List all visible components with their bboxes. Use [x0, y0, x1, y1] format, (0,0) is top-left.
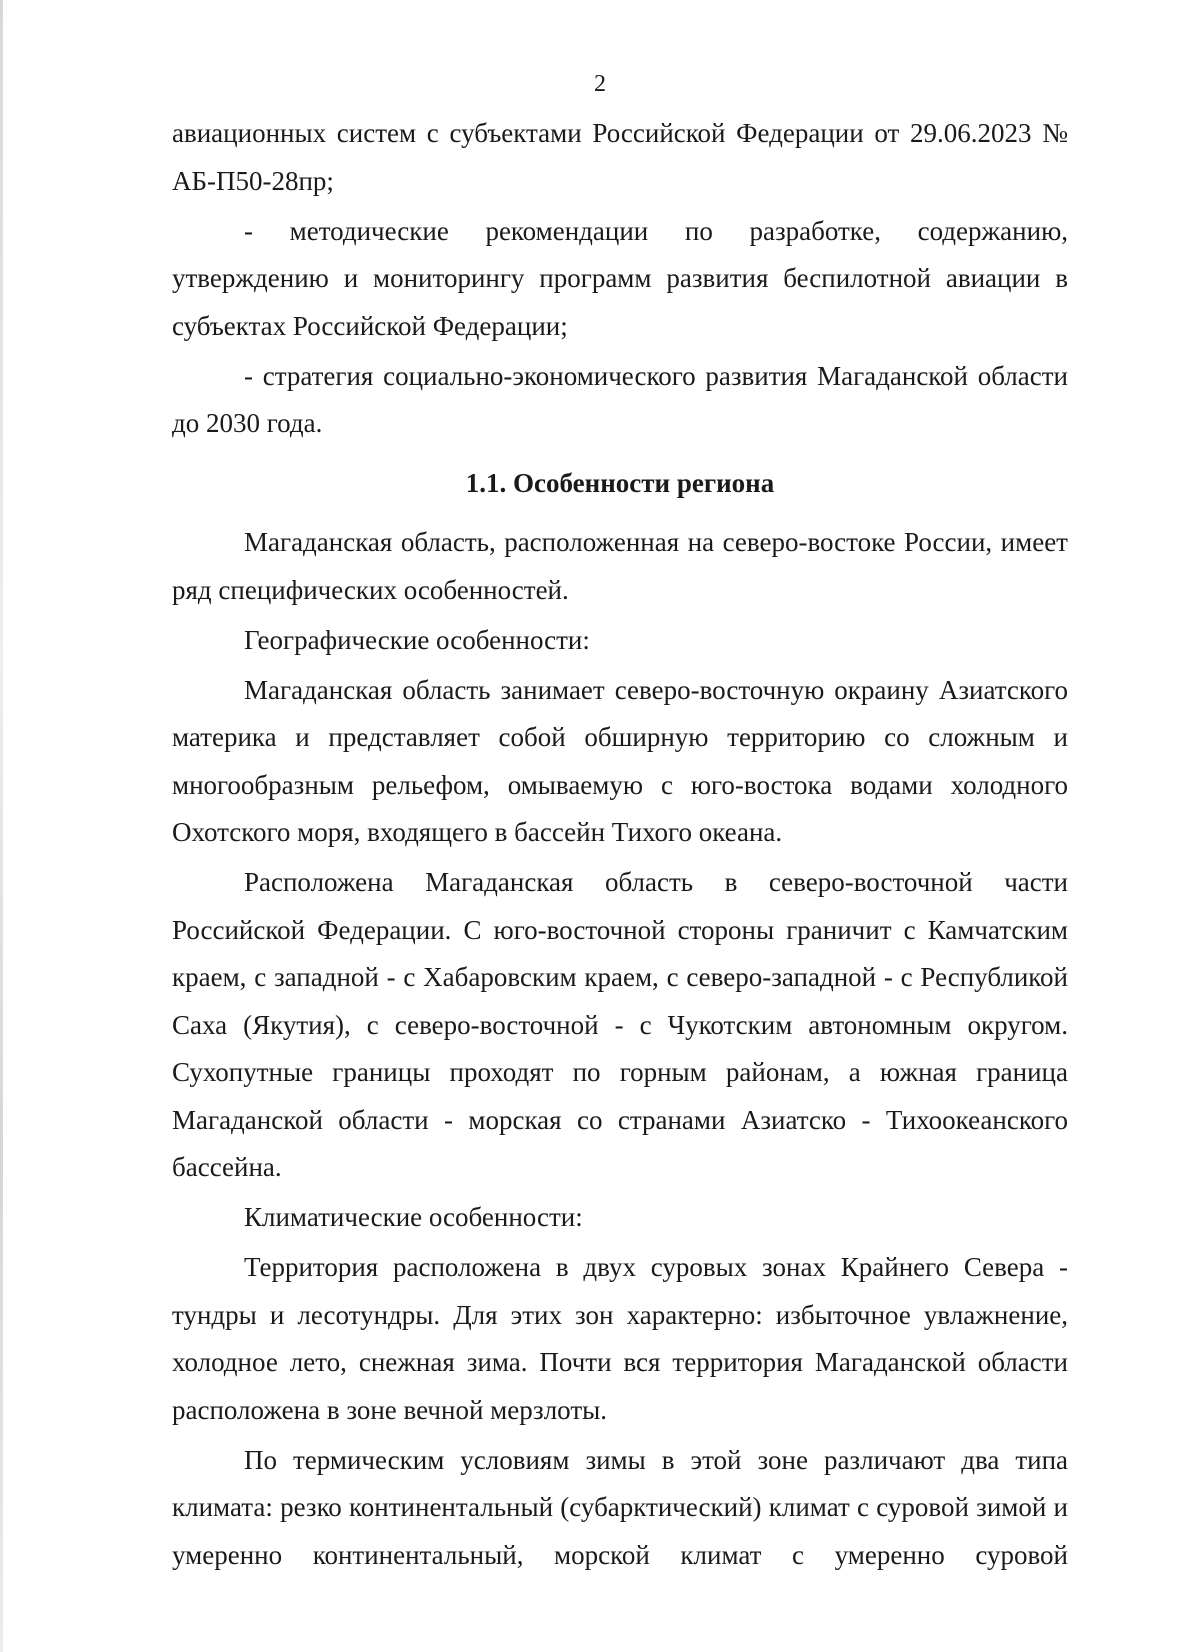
paragraph-borders: Расположена Магаданская область в северо-восточной части Российской Федерации. С юго-восточной стороны граничит с Камчатским краем, с западной - с Хабаровским краем, с северо-западной - с Республикой Саха (Якутия), с северо-восточной - с Чукотским автономным округом. Сухопутные границы проходят по горным районам, а южная граница Магаданской области - морская со странами Азиатско - Тихоокеанского бассейна. [172, 867, 1068, 1182]
page-number: 2 [594, 71, 606, 97]
paragraph-climate-types: По термическим условиям зимы в этой зоне различают два типа климата: резко континентальный (субарктический) климат с суровой зимой и умеренно континентальный, морской климат с умеренно суровой [172, 1444, 1068, 1570]
list-item-development-strategy: - стратегия социально-экономического развития Магаданской области до 2030 года. [172, 360, 1068, 438]
list-item-methodological-recommendations: - методические рекомендации по разработке, содержанию, утверждению и мониторингу программ развития беспилотной авиации в субъектах Российской Федерации; [172, 215, 1068, 341]
document-body [172, 110, 1068, 1582]
subheading-geographic: Географические особенности: [244, 624, 590, 655]
paragraph-region-intro: Магаданская область, расположенная на северо-востоке России, имеет ряд специфических особенностей. [172, 527, 1068, 605]
subheading-climatic: Климатические особенности: [244, 1202, 583, 1232]
paragraph-climate-zones: Территория расположена в двух суровых зонах Крайнего Севера - тундры и лесотундры. Для этих зон характерно: избыточное увлажнение, холодное лето, снежная зима. Почти вся территория Магаданской области расположена в зоне вечной мерзлоты. [172, 1252, 1068, 1425]
section-heading: 1.1. Особенности региона [465, 467, 775, 498]
paragraph-geography: Магаданская область занимает северо-восточную окраину Азиатского материка и представляет собой обширную территорию со сложным и многообразным рельефом, омываемую с юго-востока водами холодного Охотского моря, входящего в бассейн Тихого океана. [172, 674, 1068, 847]
reference-continuation: авиационных систем с субъектами Российской Федерации от 29.06.2023 № АБ-П50-28пр; [172, 118, 1068, 196]
scan-edge [0, 0, 3, 1652]
